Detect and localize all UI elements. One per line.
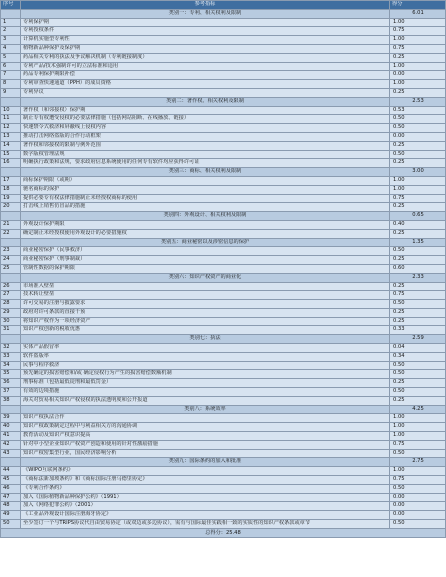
indicator-name: 制止专有权遭受侵权的必要法律措施（包括网站阻断、在线播放、链接） [21,115,390,124]
indicator-row [1,414,446,423]
indicator-score: 0.50 [390,124,446,133]
indicator-row [1,185,446,194]
indicator-number: 42 [1,440,21,449]
indicator-number: 3 [1,36,21,45]
indicator-score: 0.50 [390,484,446,493]
total-score: 总得分：25.48 [1,528,446,537]
indicator-name: 将知识产权作为一项经济资产 [21,317,390,326]
indicator-row [1,396,446,405]
indicator-name: 外观设计保护期限 [21,220,390,229]
indicator-score: 0.25 [390,88,446,97]
indicator-name: 管制性数据的保护期限 [21,264,390,273]
indicator-score: 0.60 [390,264,446,273]
indicator-score: 0.75 [390,476,446,485]
category-score: 6.01 [390,9,446,18]
indicator-row [1,520,446,529]
category-score: 3.00 [390,168,446,177]
indicator-row [1,511,446,520]
indicator-name: 打击线上销售仿冒品的措施 [21,203,390,212]
indicator-number: 26 [1,282,21,291]
category-row [1,405,446,414]
category-title: 类别九：国际条约的加入和批准 [21,458,390,467]
indicator-row [1,432,446,441]
indicator-row [1,88,446,97]
indicator-row [1,115,446,124]
indicator-row [1,132,446,141]
indicator-name: 加入《网络犯罪公约》（2001） [21,502,390,511]
indicator-number: 35 [1,370,21,379]
category-title: 类别二：著作权、相关权利及限制 [21,97,390,106]
indicator-score: 0.25 [390,229,446,238]
indicator-number: 4 [1,44,21,53]
indicator-name: 专利异议 [21,88,390,97]
indicator-name: 《商标法新加坡条约》和《商标国际注册马德里协定》 [21,476,390,485]
indicator-number: 21 [1,220,21,229]
indicator-number: 14 [1,141,21,150]
indicator-number: 23 [1,247,21,256]
indicator-row [1,176,446,185]
indicator-score: 0.50 [390,150,446,159]
indicator-name: 专利授权条件 [21,27,390,36]
indicator-name: 市场准入壁垒 [21,282,390,291]
indicator-name: 有效的边境措施 [21,388,390,397]
indicator-name: 预先确定的损害赔偿和/或 确定侵权行为产生的损害赔偿数额机制 [21,370,390,379]
indicator-score: 1.00 [390,432,446,441]
category-row [1,238,446,247]
category-score: 2.33 [390,273,446,282]
category-title: 类别八：系统效率 [21,405,390,414]
indicator-number: 24 [1,256,21,265]
indicator-name: 实体产品假冒率 [21,344,390,353]
indicator-number: 27 [1,291,21,300]
indicator-name: 海关对贸易相关知识产权侵权的执法透明度和公开报道 [21,396,390,405]
indicator-name: 技术转让壁垒 [21,291,390,300]
indicator-row [1,493,446,502]
indicator-score: 0.50 [390,361,446,370]
indicator-score: 0.25 [390,256,446,265]
indicator-score: 0.25 [390,203,446,212]
indicator-name: 快速禁令式救济和屏蔽线上侵权内容 [21,124,390,133]
indicator-row [1,247,446,256]
indicator-row [1,476,446,485]
indicator-number: 48 [1,502,21,511]
indicator-row [1,361,446,370]
indicator-score: 0.25 [390,141,446,150]
indicator-number: 1 [1,18,21,27]
indicator-number: 50 [1,520,21,529]
indicator-score: 0.40 [390,220,446,229]
indicator-row [1,194,446,203]
indicator-score: 0.75 [390,440,446,449]
indicator-row [1,80,446,89]
indicator-number: 15 [1,150,21,159]
indicator-number: 33 [1,352,21,361]
indicator-row [1,44,446,53]
indicator-name: 针对中小型企业知识产权资产创造和使用的针对性激励措施 [21,440,390,449]
indicator-name: 许可交易的注册与披露要求 [21,300,390,309]
indicator-number: 17 [1,176,21,185]
indicator-row [1,27,446,36]
indicator-score: 1.00 [390,176,446,185]
indicator-row [1,300,446,309]
indicator-score: 0.00 [390,493,446,502]
indicator-score: 0.25 [390,308,446,317]
indicator-name: 提供必要专有权法律措施制止未经授权商标的使用 [21,194,390,203]
category-row [1,9,446,18]
indicator-row [1,344,446,353]
indicator-row [1,326,446,335]
indicator-row [1,379,446,388]
category-score: 2.53 [390,97,446,106]
category-score: 4.25 [390,405,446,414]
indicator-name: 商业秘密保护（刑事制裁） [21,256,390,265]
indicator-number: 2 [1,27,21,36]
indicator-score: 0.25 [390,317,446,326]
indicator-number: 49 [1,511,21,520]
category-row [1,212,446,221]
category-title: 类别四：外观设计、相关权利及限制 [21,212,390,221]
indicator-score: 0.00 [390,71,446,80]
indicator-name: 药品相关专利的执法及争议解决机制（专利链接制度） [21,53,390,62]
indicator-name: 驰名商标的保护 [21,185,390,194]
indicator-name: 商标保护期限（或期） [21,176,390,185]
indicator-score: 1.00 [390,185,446,194]
indicator-number: 43 [1,449,21,458]
indicator-score: 0.33 [390,326,446,335]
indicator-row [1,220,446,229]
indicator-number: 32 [1,344,21,353]
indicator-number: 38 [1,396,21,405]
category-score: 2.75 [390,458,446,467]
indicator-name: 专利审查快速通道（PPH）的成员资格 [21,80,390,89]
indicator-number: 28 [1,300,21,309]
indicator-number: 39 [1,414,21,423]
indicator-number: 25 [1,264,21,273]
indicator-number: 46 [1,484,21,493]
indicator-name: 著作权（和邻接权）保护期 [21,106,390,115]
indicator-score: 0.50 [390,449,446,458]
indicator-score: 0.75 [390,44,446,53]
indicator-name: 推动打击网络盗版的合作行动框架 [21,132,390,141]
header-no: 序号 [1,1,21,10]
indicator-name: 加入《国际植物新品种保护公约》（1991） [21,493,390,502]
indicator-name: 知识产权执法合作 [21,414,390,423]
indicator-name: 软件盗版率 [21,352,390,361]
indicator-score: 1.00 [390,80,446,89]
indicator-score: 1.00 [390,36,446,45]
indicator-score: 0.25 [390,396,446,405]
indicator-name: 《工业品外观设计国际注册海牙协定》 [21,511,390,520]
indicator-number: 8 [1,80,21,89]
indicator-row [1,124,446,133]
indicator-row [1,370,446,379]
indicator-number: 44 [1,467,21,476]
indicator-score: 0.50 [390,370,446,379]
indicator-score: 1.00 [390,467,446,476]
category-spacer [1,335,21,344]
indicator-score: 0.50 [390,247,446,256]
indicator-name: 确定制止未经授权使用外观设计的必要措施权 [21,229,390,238]
table-header [1,1,446,10]
indicator-score: 1.00 [390,62,446,71]
indicator-row [1,484,446,493]
indicator-score: 0.34 [390,352,446,361]
category-score: 2.59 [390,335,446,344]
indicator-name: 明确执行政策和法规，要求政府信息系统使用的任何专有软件均应获得许可证 [21,159,390,168]
indicator-name: 民事与程序救济 [21,361,390,370]
category-spacer [1,273,21,282]
indicator-number: 18 [1,185,21,194]
indicator-score: 0.50 [390,388,446,397]
indicator-number: 10 [1,106,21,115]
indicator-number: 6 [1,62,21,71]
indicator-row [1,141,446,150]
indicator-score: 0.00 [390,511,446,520]
category-title: 类别七：执法 [21,335,390,344]
indicator-row [1,291,446,300]
indicator-row [1,150,446,159]
indicator-name: 专利产品/技术强制许可的立法标准和适用 [21,62,390,71]
indicator-number: 31 [1,326,21,335]
indicator-number: 12 [1,124,21,133]
indicator-name: 数字版权管理法规 [21,150,390,159]
indicator-score: 0.25 [390,379,446,388]
indicator-score: 1.00 [390,414,446,423]
indicator-name: 《WIPO互联网条约》 [21,467,390,476]
indicator-number: 7 [1,71,21,80]
indicator-number: 13 [1,132,21,141]
indicator-score: 0.04 [390,344,446,353]
indicator-row [1,106,446,115]
indicator-row [1,308,446,317]
indicator-number: 36 [1,379,21,388]
indicator-row [1,53,446,62]
indicator-number: 34 [1,361,21,370]
indicator-score: 0.25 [390,282,446,291]
indicator-name: 计算机实施型专利性 [21,36,390,45]
category-row [1,458,446,467]
indicator-name: 植物新品种保护及保护期 [21,44,390,53]
indicator-score: 0.00 [390,132,446,141]
category-title: 类别六：知识产权资产的商业化 [21,273,390,282]
category-score: 1.35 [390,238,446,247]
category-score: 0.65 [390,212,446,221]
indicator-row [1,282,446,291]
indicator-row [1,36,446,45]
indicator-number: 40 [1,423,21,432]
indicator-name: 药品专利保护期限补偿 [21,71,390,80]
indicator-row [1,62,446,71]
indicator-score: 0.50 [390,520,446,529]
category-title: 类别五：商业秘密以及涉密信息的保护 [21,238,390,247]
indicator-row [1,159,446,168]
indicator-name: 至少签订一个与TRIPS协议代自由贸易协定（或双边或多边协议），需有与国际最佳实践相一致的实质性的知识产权条款或章节 [21,520,390,529]
indicator-score: 1.00 [390,18,446,27]
indicator-number: 47 [1,493,21,502]
category-spacer [1,212,21,221]
category-title: 类别一：专利、相关权利及限制 [21,9,390,18]
indicator-row [1,449,446,458]
header-indicator: 参考指标 [21,1,390,10]
indicator-score: 0.50 [390,115,446,124]
category-spacer [1,238,21,247]
indicator-row [1,423,446,432]
indicator-row [1,256,446,265]
indicator-name: 刑事标准（包括最低徒刑和最低罚金） [21,379,390,388]
indicator-name: 著作权和邻接权的限制与例外范围 [21,141,390,150]
indicator-name: 商业秘密保护（民事救济） [21,247,390,256]
indicator-name: 专利保护期 [21,18,390,27]
indicator-score: 0.50 [390,300,446,309]
indicator-row [1,18,446,27]
indicator-number: 16 [1,159,21,168]
indicator-score: 0.53 [390,106,446,115]
indicator-number: 22 [1,229,21,238]
category-title: 类别三：商标、相关权利及限制 [21,168,390,177]
category-row [1,168,446,177]
table-body [1,9,446,528]
indicator-score: 0.25 [390,159,446,168]
indicator-row [1,388,446,397]
category-spacer [1,97,21,106]
indicator-score: 0.75 [390,194,446,203]
indicator-number: 30 [1,317,21,326]
indicator-row [1,467,446,476]
indicator-name: 知识产权密集型行业，国民经济影响分析 [21,449,390,458]
indicator-row [1,352,446,361]
category-spacer [1,405,21,414]
indicator-score: 0.25 [390,53,446,62]
indicator-number: 5 [1,53,21,62]
category-spacer [1,9,21,18]
category-row [1,335,446,344]
indicator-number: 37 [1,388,21,397]
indicator-row [1,71,446,80]
indicator-score: 0.75 [390,291,446,300]
indicator-number: 9 [1,88,21,97]
indicator-number: 20 [1,203,21,212]
category-row [1,273,446,282]
indicator-row [1,264,446,273]
category-spacer [1,168,21,177]
indicator-name: 知识产权政策制定过程中与利益相关方的沟通协调 [21,423,390,432]
category-row [1,97,446,106]
indicator-name: 《专利合作条约》 [21,484,390,493]
indicator-row [1,229,446,238]
indicator-number: 45 [1,476,21,485]
indicator-name: 教育活动及知识产权意识提高 [21,432,390,441]
indicator-name: 知识产权创新的税收优惠 [21,326,390,335]
indicator-score: 0.00 [390,502,446,511]
indicator-row [1,203,446,212]
indicator-number: 19 [1,194,21,203]
indicator-number: 41 [1,432,21,441]
indicator-row [1,317,446,326]
indicator-number: 11 [1,115,21,124]
indicator-row [1,440,446,449]
total-row [1,528,446,537]
indicator-row [1,502,446,511]
category-spacer [1,458,21,467]
indicator-score: 1.00 [390,423,446,432]
indicator-number: 29 [1,308,21,317]
indicator-score: 0.75 [390,27,446,36]
indicator-name: 政府对许可条款的直接干预 [21,308,390,317]
header-score: 得分 [390,1,446,10]
